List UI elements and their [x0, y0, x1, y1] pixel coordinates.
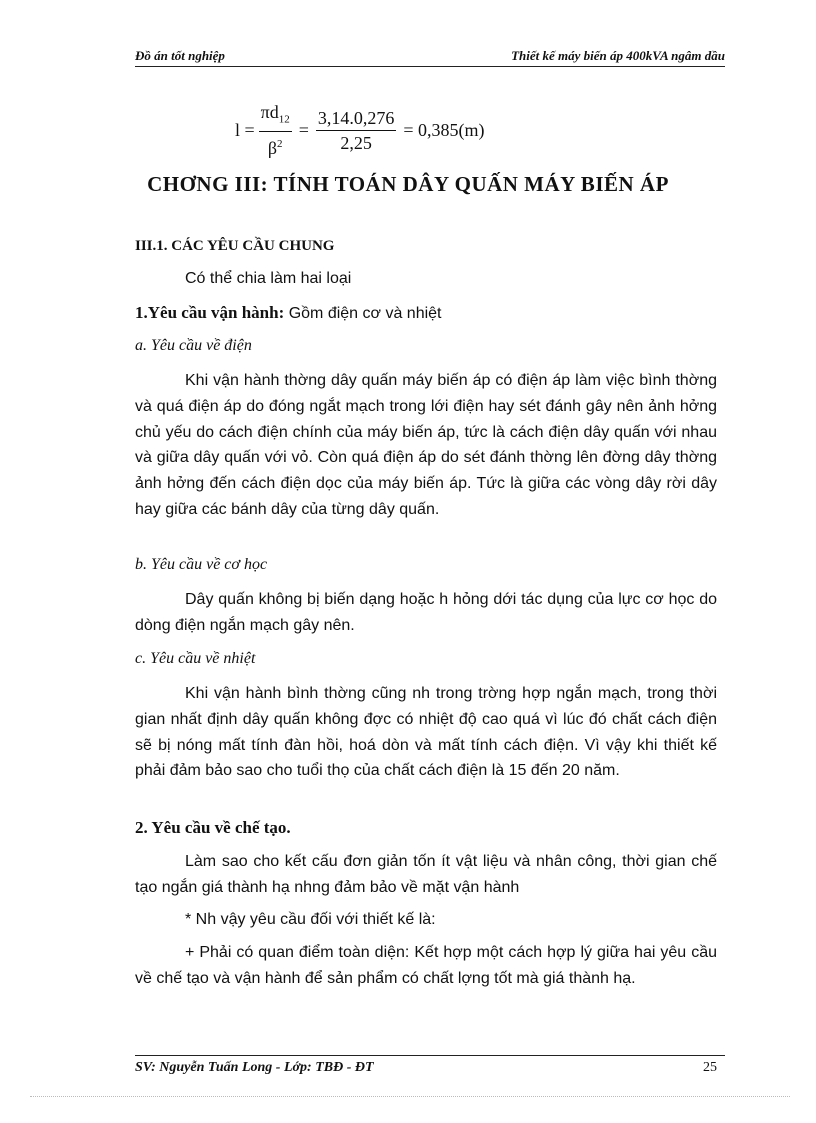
page-header — [135, 48, 725, 66]
paragraph-overall-text: + Phải có quan điểm toàn diện: Kết hợp một cách hợp lý giữa hai yêu cầu về chế tạo và vận hành để sản phẩm có chất lợng tốt mà giá thành hạ. — [135, 944, 717, 987]
requirement-1 — [135, 303, 442, 323]
formula-equals: = — [298, 119, 309, 140]
length-formula — [235, 100, 488, 160]
intro-text: Có thể chia làm hai loại — [185, 270, 352, 287]
subheading-b: b. Yêu cầu về cơ học — [135, 556, 268, 573]
formula-fraction-2 — [316, 108, 397, 153]
formula-lhs: l = — [235, 119, 255, 140]
paragraph-thermal — [135, 681, 717, 784]
page-footer — [135, 1060, 725, 1078]
frac2-numerator: 3,14.0,276 — [316, 108, 397, 131]
requirement-1-text: Gồm điện cơ và nhiệt — [284, 305, 442, 322]
header-right: Thiết kế máy biến áp 400kVA ngâm dầu — [511, 48, 725, 63]
chapter-title: CHƠNG III: TÍNH TOÁN DÂY QUẤN MÁY BIẾN ÁP — [147, 172, 669, 196]
footer-author: SV: Nguyễn Tuấn Long - Lớp: TBĐ - ĐT — [135, 1060, 374, 1075]
paragraph-mechanical-text: Dây quấn không bị biến dạng hoặc h hỏng dới tác dụng của lực cơ học do dòng điện ngắn mạch gây nên. — [135, 591, 717, 634]
paragraph-manufacturing-text: Làm sao cho kết cấu đơn giản tốn ít vật liệu và nhân công, thời gian chế tạo ngắn giá thành hạ nhng đảm bảo về mặt vận hành — [135, 853, 717, 896]
header-left: Đồ án tốt nghiệp — [135, 48, 225, 63]
frac1-numerator-sub: 12 — [278, 113, 290, 126]
formula-result: = 0,385(m) — [403, 119, 485, 140]
section-heading: III.1. CÁC YÊU CẦU CHUNG — [135, 238, 335, 254]
paragraph-overall — [135, 940, 717, 992]
subheading-c: c. Yêu cầu về nhiệt — [135, 650, 256, 667]
frac2-denominator: 2,25 — [340, 132, 372, 153]
note-line: * Nh vậy yêu cầu đối với thiết kế là: — [185, 911, 436, 928]
subheading-a: a. Yêu cầu về điện — [135, 337, 252, 354]
paragraph-electrical-text: Khi vận hành thờng dây quấn máy biến áp có điện áp làm việc bình thờng và quá điện áp do đóng ngắt mạch trong lới điện hay sét đánh gây nên ảnh hởng chủ yếu do cách điện chính của máy biến áp, tức là cách điện dây quấn với nhau và giữa dây quấn với vỏ. Còn quá điện áp do sét đánh thờng lên đờng dây thờng ảnh hởng đến cách điện dọc của máy biến áp. Tức là giữa các vòng dây rời dây hay giữa các bánh dây của từng dây quấn. — [135, 372, 717, 518]
header-rule — [135, 66, 725, 67]
paragraph-mechanical — [135, 587, 717, 639]
paragraph-manufacturing — [135, 849, 717, 901]
requirement-2-heading: 2. Yêu cầu về chế tạo. — [135, 818, 291, 837]
page-number: 25 — [703, 1060, 717, 1075]
formula-fraction-1 — [259, 102, 292, 159]
paragraph-thermal-text: Khi vận hành bình thờng cũng nh trong trờng hợp ngắn mạch, trong thời gian nhất định dây quấn không đợc có nhiệt độ cao quá vì lúc đó chất cách điện sẽ bị nóng mất tính đàn hồi, hoá dòn và mất tính cách điện. Vì vậy khi thiết kế phải đảm bảo sao cho tuổi thọ của chất cách điện là 15 đến 20 năm. — [135, 685, 717, 780]
requirement-1-label: 1.Yêu cầu vận hành: — [135, 303, 285, 322]
frac1-denominator: β — [267, 138, 278, 159]
footer-rule — [135, 1055, 725, 1056]
frac1-numerator: πd — [260, 101, 279, 122]
paragraph-electrical — [135, 368, 717, 523]
page-bottom-border — [30, 1096, 790, 1097]
frac1-denominator-sup: 2 — [277, 138, 283, 151]
